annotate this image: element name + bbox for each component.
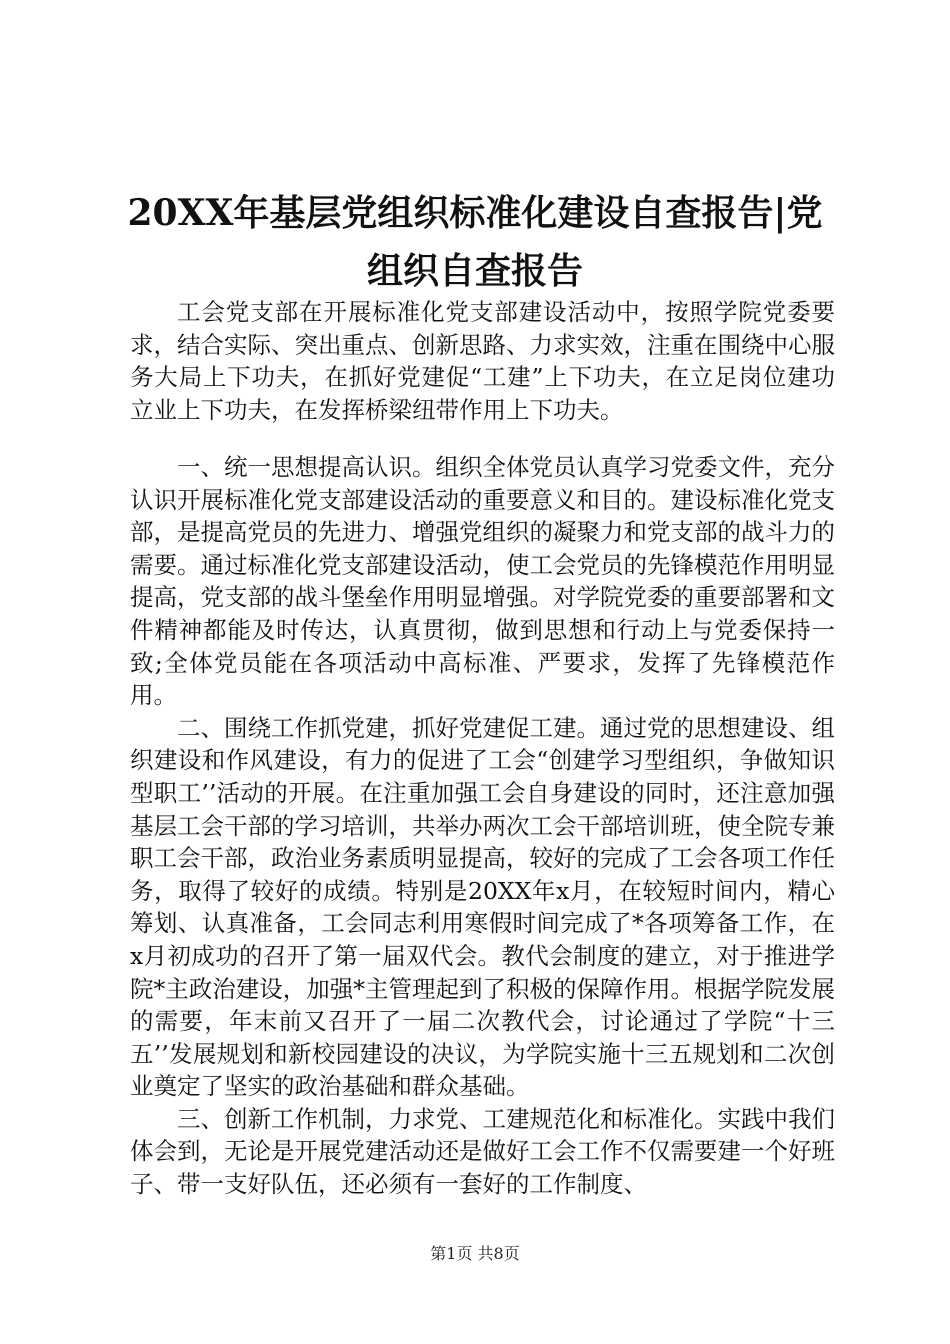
- page-footer: 第1页 共8页: [430, 1244, 520, 1263]
- section-block: [130, 451, 835, 1201]
- section-paragraph-3: 三、创新工作机制，力求党、工建规范化和标准化。实践中我们体会到，无论是开展党建活动还是做好工会工作不仅需要建一个好班子、带一支好队伍，还必须有一套好的工作制度、: [130, 1104, 835, 1199]
- document-title: 20XX年基层党组织标准化建设自查报告|党组织自查报告: [127, 192, 823, 293]
- intro-paragraph: 工会党支部在开展标准化党支部建设活动中，按照学院党委要求，结合实际、突出重点、创新思路、力求实效，注重在围绕中心服务大局上下功夫，在抓好党建促“工建”上下功夫，在立足岗位建功立业上下功夫，在发挥桥梁纽带作用上下功夫。: [130, 298, 835, 424]
- section-paragraph-1: 一、统一思想提高认识。组织全体党员认真学习党委文件，充分认识开展标准化党支部建设活动的重要意义和目的。建设标准化党支部，是提高党员的先进力、增强党组织的凝聚力和党支部的战斗力的需要。通过标准化党支部建设活动，使工会党员的先锋模范作用明显提高，党支部的战斗堡垒作用明显增强。对学院党委的重要部署和文件精神都能及时传达，认真贯彻，做到思想和行动上与党委保持一致;全体党员能在各项活动中高标准、严要求，发挥了先锋模范作用。: [130, 453, 835, 710]
- intro-block: [130, 296, 835, 426]
- section-paragraph-2: 二、围绕工作抓党建，抓好党建促工建。通过党的思想建设、组织建设和作风建设，有力的促进了工会“创建学习型组织，争做知识型职工’’活动的开展。在注重加强工会自身建设的同时，还注意加强基层工会干部的学习培训，共举办两次工会干部培训班，使全院专兼职工会干部，政治业务素质明显提高，较好的完成了工会各项工作任务，取得了较好的成绩。特别是20XX年x月，在较短时间内，精心筹划、认真准备，工会同志利用寒假时间完成了*各项筹备工作，在x月初成功的召开了第一届双代会。教代会制度的建立，对于推进学院*主政治建设，加强*主管理起到了积极的保障作用。根据学院发展的需要，年末前又召开了一届二次教代会，讨论通过了学院“十三五’’发展规划和新校园建设的决议，为学院实施十三五规划和二次创业奠定了坚实的政治基础和群众基础。: [130, 713, 835, 1101]
